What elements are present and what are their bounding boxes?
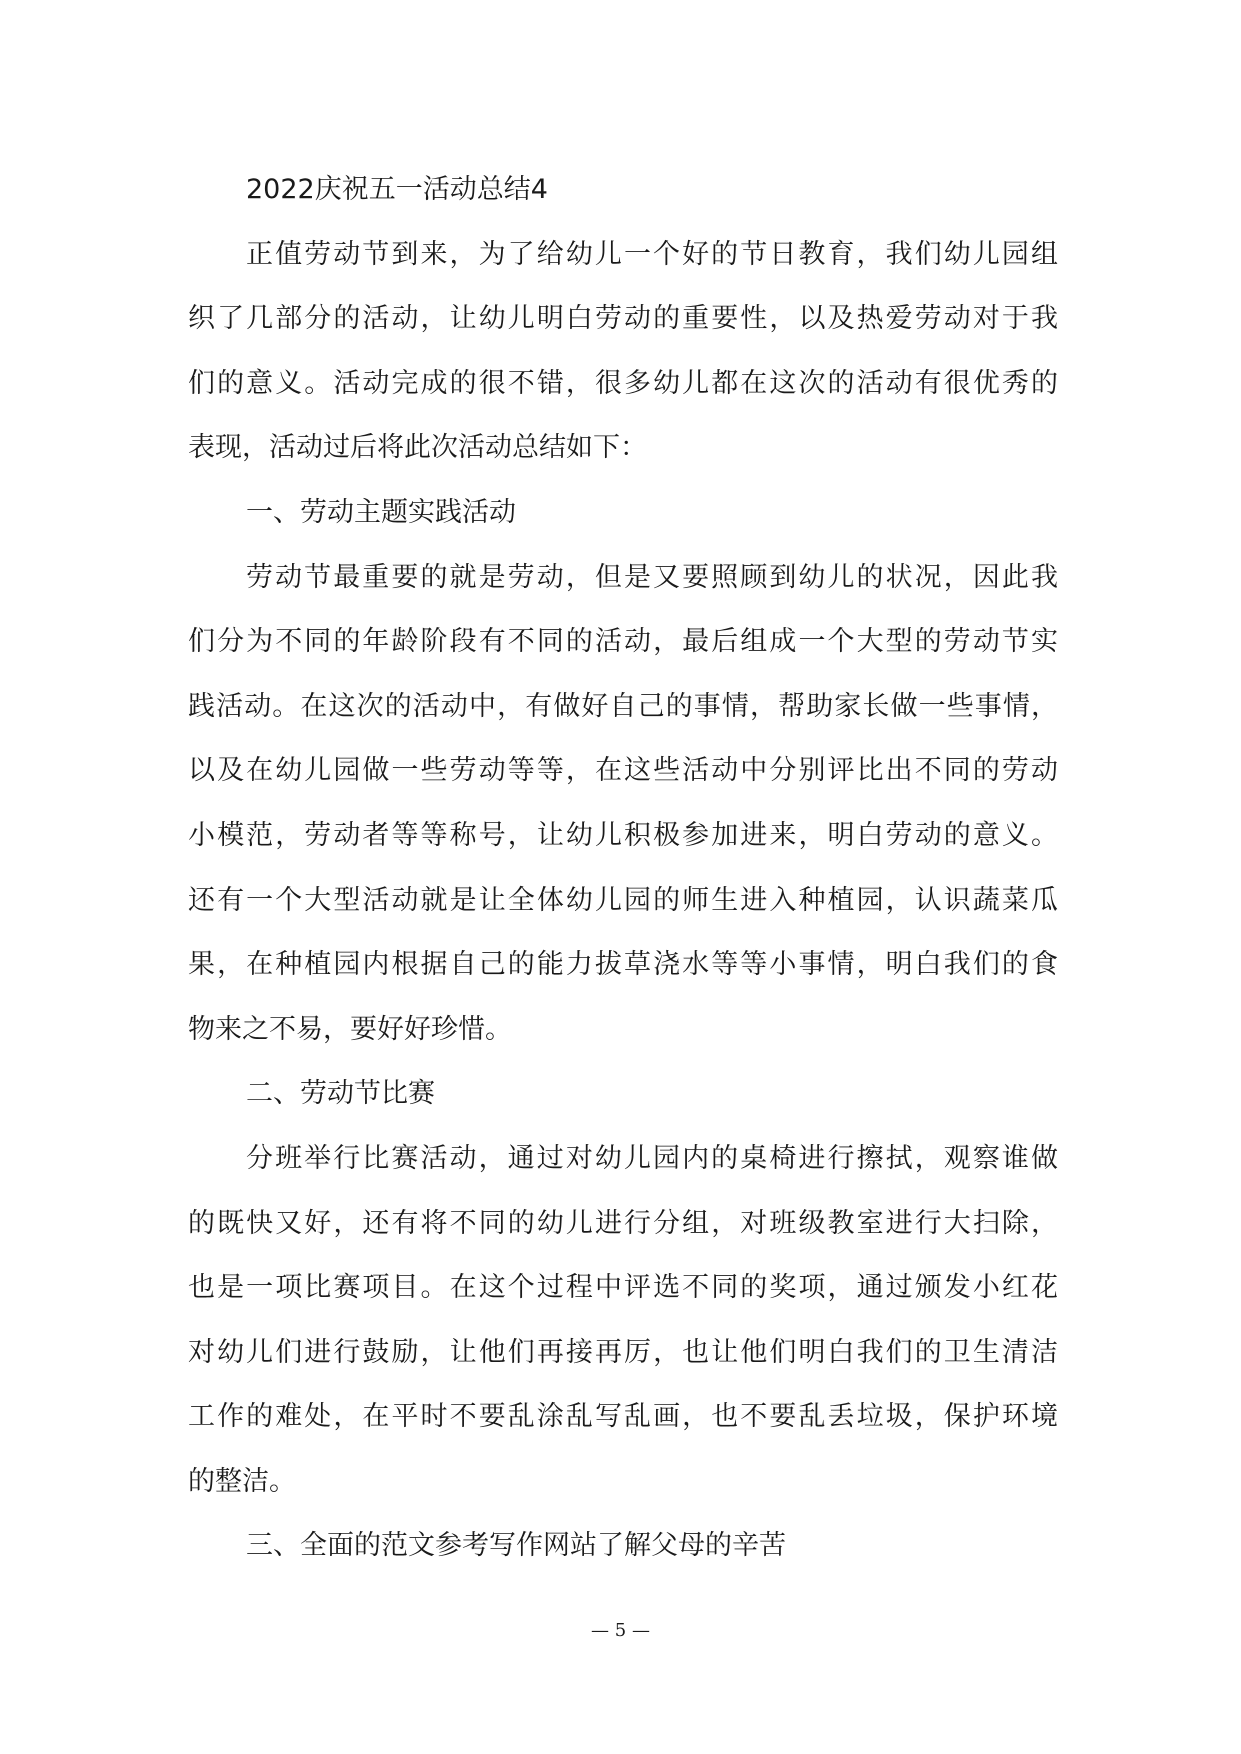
section2-line: 分班举行比赛活动，通过对幼儿园内的桌椅进行擦拭，观察谁做 [246, 1142, 1058, 1174]
intro-line: 们的意义。活动完成的很不错，很多幼儿都在这次的活动有很优秀的 [188, 367, 1058, 399]
section2-line: 对幼儿们进行鼓励，让他们再接再厉，也让他们明白我们的卫生清洁 [188, 1336, 1058, 1368]
section1-line: 劳动节最重要的就是劳动，但是又要照顾到幼儿的状况，因此我 [246, 561, 1058, 593]
section-heading-1: 一、劳动主题实践活动 [246, 496, 516, 528]
section2-line: 工作的难处，在平时不要乱涂乱写乱画，也不要乱丢垃圾，保护环境 [188, 1401, 1058, 1433]
section-heading-2: 二、劳动节比赛 [246, 1078, 435, 1110]
section2-line: 也是一项比赛项目。在这个过程中评选不同的奖项，通过颁发小红花 [188, 1272, 1058, 1304]
section2-line: 的整洁。 [188, 1465, 296, 1497]
intro-line: 表现，活动过后将此次活动总结如下： [188, 432, 647, 464]
section-heading-3: 三、全面的范文参考写作网站了解父母的辛苦 [246, 1530, 786, 1562]
section1-line: 物来之不易，要好好珍惜。 [188, 1013, 512, 1045]
page-number: — 5 — [591, 1620, 650, 1641]
section1-line: 以及在幼儿园做一些劳动等等，在这些活动中分别评比出不同的劳动 [188, 755, 1058, 787]
section2-line: 的既快又好，还有将不同的幼儿进行分组，对班级教室进行大扫除， [188, 1207, 1058, 1239]
intro-line: 正值劳动节到来，为了给幼儿一个好的节日教育，我们幼儿园组 [246, 238, 1058, 270]
section1-line: 果，在种植园内根据自己的能力拔草浇水等等小事情，明白我们的食 [188, 949, 1058, 981]
section1-line: 小模范，劳动者等等称号，让幼儿积极参加进来，明白劳动的意义。 [188, 819, 1058, 851]
document-body [188, 158, 1058, 1579]
document-title: 2022庆祝五一活动总结4 [246, 174, 548, 205]
section1-line: 践活动。在这次的活动中，有做好自己的事情，帮助家长做一些事情， [188, 690, 1058, 722]
intro-line: 织了几部分的活动，让幼儿明白劳动的重要性，以及热爱劳动对于我 [188, 303, 1058, 335]
section1-line: 还有一个大型活动就是让全体幼儿园的师生进入种植园，认识蔬菜瓜 [188, 884, 1058, 916]
section1-line: 们分为不同的年龄阶段有不同的活动，最后组成一个大型的劳动节实 [188, 626, 1058, 658]
